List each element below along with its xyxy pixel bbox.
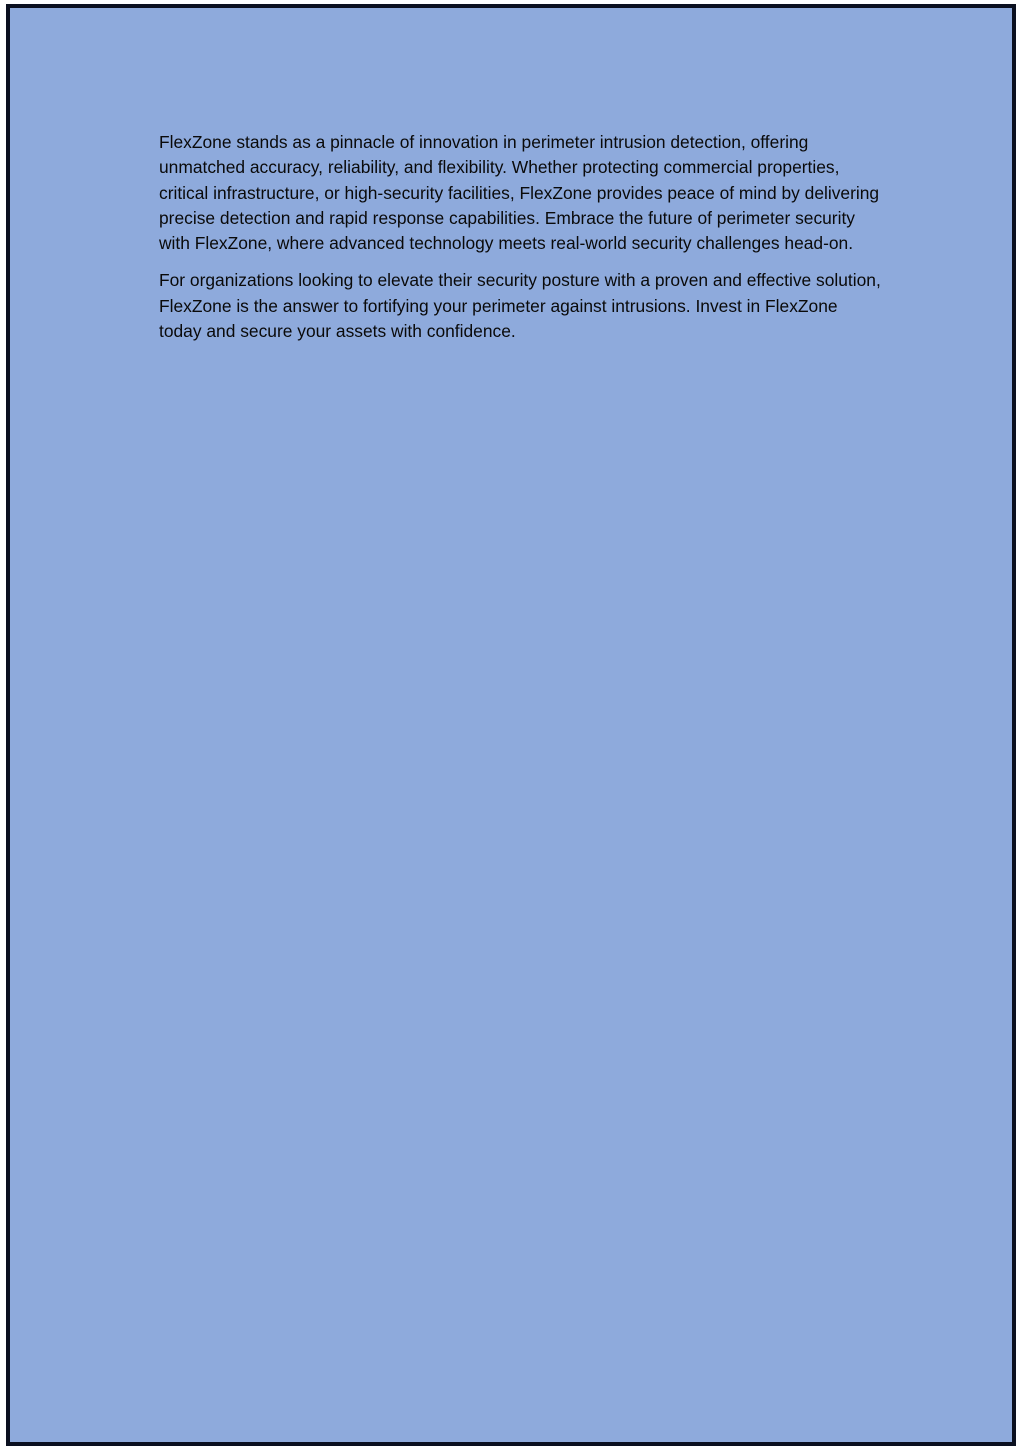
document-body	[159, 130, 884, 356]
page-frame	[6, 4, 1016, 1446]
paragraph-intro: FlexZone stands as a pinnacle of innovation in perimeter intrusion detection, offering unmatched accuracy, reliability, and flexibility. Whether protecting commercial properties, critical infrastructure, or high-security facilities, FlexZone provides peace of mind by delivering precise detection and rapid response capabilities. Embrace the future of perimeter security with FlexZone, where advanced technology meets real-world security challenges head-on.	[159, 132, 880, 254]
paragraph-call-to-action: For organizations looking to elevate their security posture with a proven and effective solution, FlexZone is the answer to fortifying your perimeter against intrusions. Invest in FlexZone today and secure your assets with confidence.	[159, 270, 881, 342]
